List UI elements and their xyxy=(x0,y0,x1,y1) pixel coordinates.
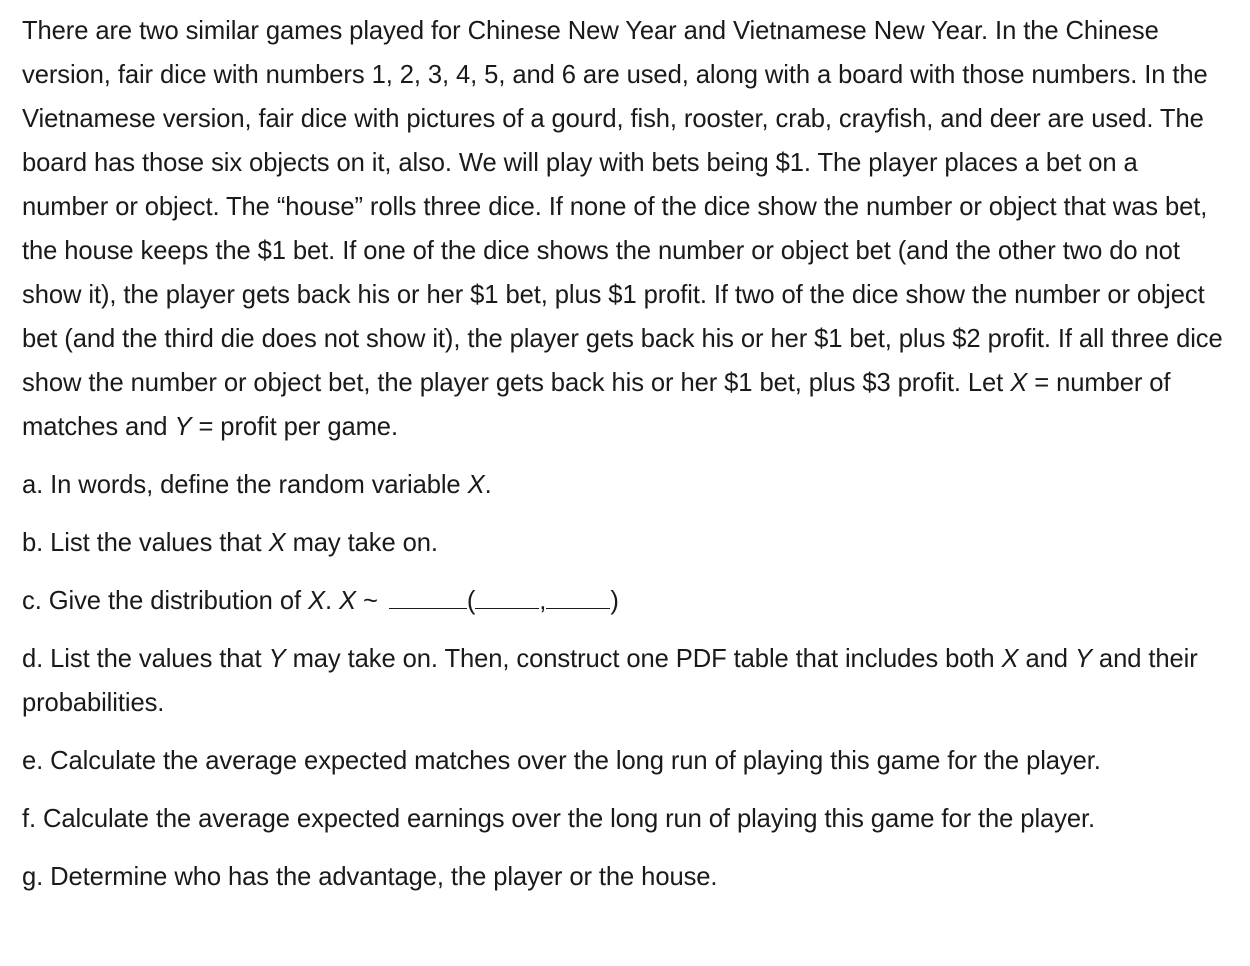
question-c-var1: X xyxy=(307,587,325,615)
question-b-var: X xyxy=(268,529,286,557)
question-a-var: X xyxy=(467,471,485,499)
tilde-symbol: ~ xyxy=(355,587,385,615)
question-b-suffix: may take on. xyxy=(285,529,438,557)
intro-eq2: = profit per game. xyxy=(191,413,398,441)
comma: , xyxy=(539,587,547,615)
question-c-mid: . xyxy=(324,587,339,615)
parameter-p-blank[interactable] xyxy=(546,586,610,609)
question-a-text: a. In words, define the random variable xyxy=(22,471,468,499)
question-a xyxy=(22,463,1228,507)
question-g xyxy=(22,855,1228,899)
question-d-mid: may take on. Then, construct one PDF table that includes both xyxy=(285,645,1002,673)
question-d-suffix: and their probabilities. xyxy=(22,645,1198,717)
question-a-suffix: . xyxy=(484,471,492,499)
question-g-text: g. Determine who has the advantage, the player or the house. xyxy=(22,863,718,891)
question-d-var2: X xyxy=(1001,645,1019,673)
problem-document xyxy=(22,9,1228,899)
question-f-text: f. Calculate the average expected earnings over the long run of playing this game for the player. xyxy=(22,805,1096,833)
question-d xyxy=(22,637,1228,725)
question-e-text: e. Calculate the average expected matches over the long run of playing this game for the player. xyxy=(22,747,1101,775)
variable-x: X xyxy=(1010,369,1028,397)
problem-intro xyxy=(22,9,1228,449)
open-paren: ( xyxy=(466,587,476,615)
question-f xyxy=(22,797,1228,841)
question-c-text: c. Give the distribution of xyxy=(22,587,308,615)
distribution-name-blank[interactable] xyxy=(389,586,467,609)
question-b-text: b. List the values that xyxy=(22,529,269,557)
question-e xyxy=(22,739,1228,783)
question-d-var3: Y xyxy=(1074,645,1092,673)
question-d-and: and xyxy=(1018,645,1075,673)
variable-y: Y xyxy=(174,413,192,441)
intro-text: There are two similar games played for Chinese New Year and Vietnamese New Year. In the Chinese version, fair dice with numbers 1, 2, 3, 4, 5, and 6 are used, along with a board with those numbers. In the Vietnamese version, fair dice with pictures of a gourd, fish, rooster, crab, crayfish, and deer are used. The board has those six objects on it, also. We will play with bets being $1. The player places a bet on a number or object. The “house” rolls three dice. If none of the dice show the number or object that was bet, the house keeps the $1 bet. If one of the dice shows the number or object bet (and the other two do not show it), the player gets back his or her $1 bet, plus $1 profit. If two of the dice show the number or object bet (and the third die does not show it), the player gets back his or her $1 bet, plus $2 profit. If all three dice show the number or object bet, the player gets back his or her $1 bet, plus $3 profit. Let xyxy=(22,17,1223,397)
parameter-n-blank[interactable] xyxy=(475,586,539,609)
intro-eq1: = number of matches and xyxy=(22,369,1171,441)
close-paren: ) xyxy=(610,587,619,615)
question-c xyxy=(22,579,1228,623)
question-d-var1: Y xyxy=(268,645,286,673)
question-d-text: d. List the values that xyxy=(22,645,269,673)
question-b xyxy=(22,521,1228,565)
question-c-var2: X xyxy=(339,587,356,615)
